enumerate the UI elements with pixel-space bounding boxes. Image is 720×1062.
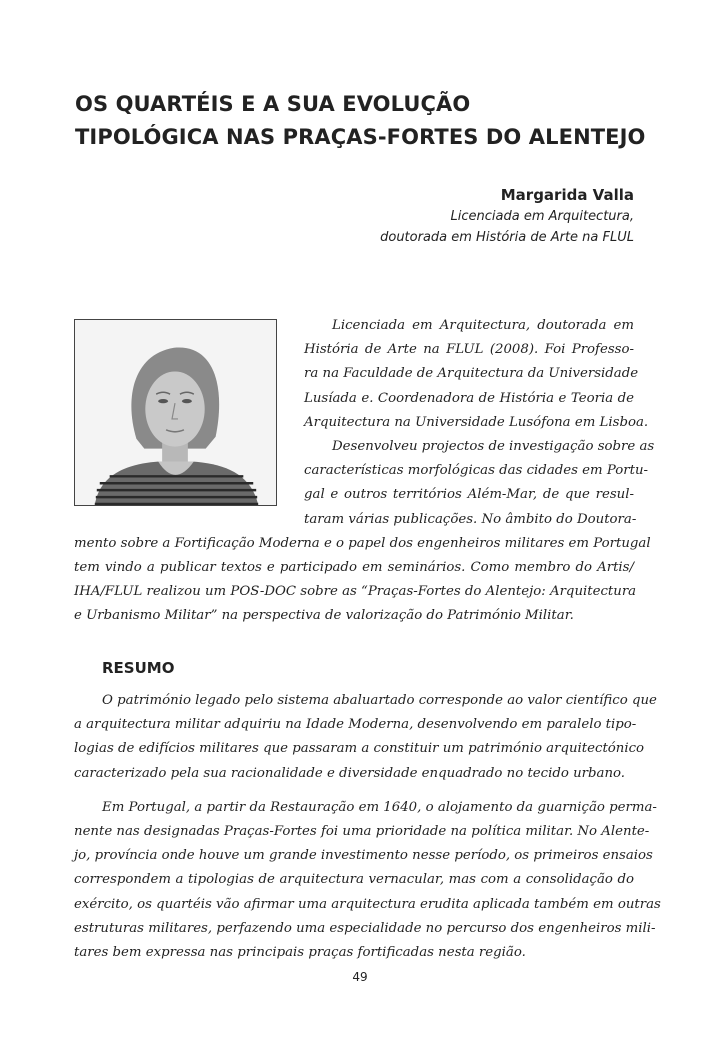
abstract-heading: RESUMO	[102, 659, 175, 677]
abstract-paragraph	[74, 796, 661, 965]
bio-line: gal e outros territórios Além-Mar, de que resul-	[304, 487, 634, 503]
author-block	[380, 184, 634, 248]
author-name: Margarida Valla	[500, 186, 634, 204]
author-credentials-line: Licenciada em Arquitectura,	[450, 209, 634, 224]
bio-paragraph	[74, 435, 655, 629]
bio-paragraph	[74, 314, 649, 435]
bio-line: taram várias publicações. No âmbito do Doutora-	[304, 511, 637, 527]
title-line: TIPOLÓGICA NAS PRAÇAS-FORTES DO ALENTEJO	[75, 125, 646, 149]
bio-line: História de Arte na FLUL (2008). Foi Professo-	[304, 342, 634, 358]
bio-line: tem vindo a publicar textos e participado em seminários. Como membro do Artis/	[74, 560, 634, 576]
abstract-line: nente nas designadas Praças-Fortes foi uma prioridade na política militar. No Alente-	[74, 824, 650, 840]
abstract-line: Em Portugal, a partir da Restauração em 1640, o alojamento da guarnição perma-	[102, 799, 657, 815]
abstract-line: exército, os quartéis vão afirmar uma arquitectura erudita aplicada também em outras	[74, 896, 661, 912]
bio-line: Lusíada e. Coordenadora de História e Teoria de	[304, 390, 634, 406]
abstract-body	[74, 689, 661, 975]
abstract-line: correspondem a tipologias de arquitectura vernacular, mas com a consolidação do	[74, 872, 634, 888]
article-title	[75, 88, 675, 154]
abstract-line: a arquitectura militar adquiriu na Idade Moderna, desenvolvendo em paralelo tipo-	[74, 717, 637, 733]
bio-line: Desenvolveu projectos de investigação sobre as	[332, 439, 655, 455]
bio-line: Arquitectura na Universidade Lusófona em Lisboa.	[304, 414, 649, 430]
bio-line: Licenciada em Arquitectura, doutorada em	[332, 318, 634, 333]
bio-line: características morfológicas das cidades em Portu-	[304, 463, 649, 479]
abstract-line: logias de edifícios militares que passaram a constituir um património arquitectónico	[74, 741, 645, 757]
bio-line: e Urbanismo Militar” na perspectiva de valorização do Património Militar.	[74, 608, 574, 624]
abstract-line: O património legado pelo sistema abaluartado corresponde ao valor científico que	[102, 693, 657, 708]
bio-line: ra na Faculdade de Arquitectura da Universidade	[304, 366, 639, 382]
abstract-line: estruturas militares, perfazendo uma especialidade no percurso dos engenheiros mili-	[74, 920, 656, 936]
author-credentials-line: doutorada em História de Arte na FLUL	[380, 230, 634, 245]
abstract-line: tares bem expressa nas principais praças fortificadas nesta região.	[74, 945, 526, 961]
bio-line: IHA/FLUL realizou um POS-DOC sobre as “Praças-Fortes do Alentejo: Arquitectura	[74, 584, 637, 600]
abstract-paragraph	[74, 689, 657, 786]
bio-line: mento sobre a Fortificação Moderna e o papel dos engenheiros militares em Portugal	[74, 535, 651, 551]
title-line: OS QUARTÉIS E A SUA EVOLUÇÃO	[75, 92, 471, 116]
abstract-line: caracterizado pela sua racionalidade e diversidade enquadrado no tecido urbano.	[74, 765, 626, 781]
abstract-line: jo, província onde houve um grande investimento nesse período, os primeiros ensaios	[74, 848, 653, 864]
author-biography	[74, 314, 655, 629]
page-number: 49	[352, 970, 368, 984]
